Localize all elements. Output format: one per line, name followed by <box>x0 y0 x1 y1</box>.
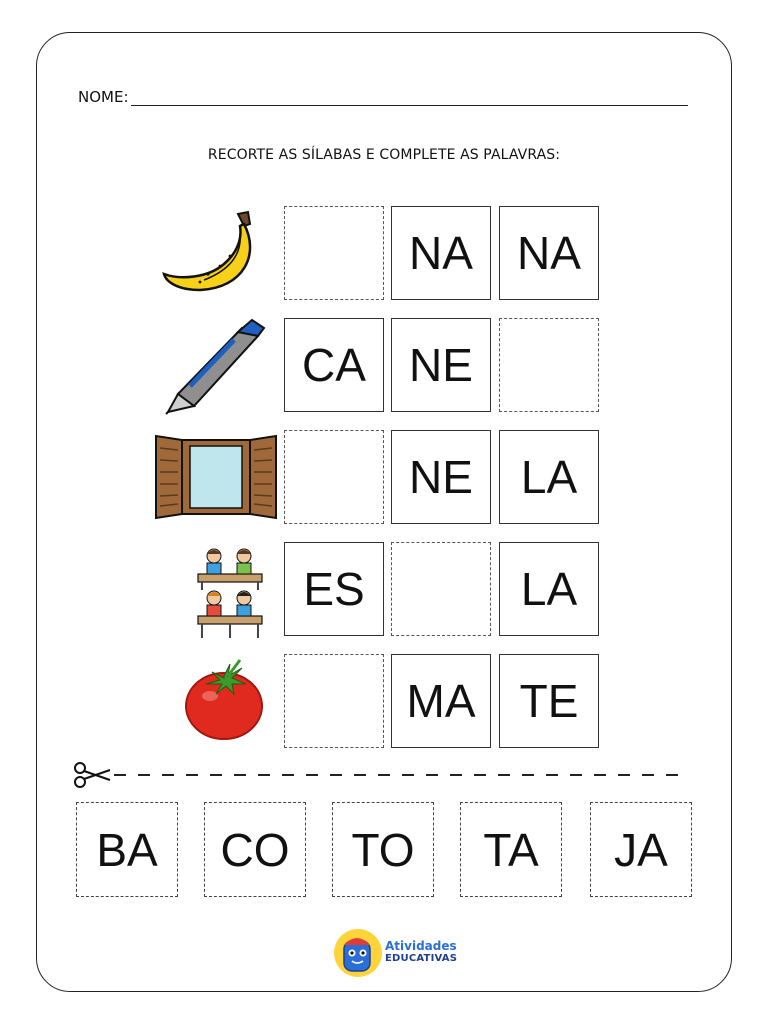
tomato-icon <box>184 656 268 742</box>
syllable-box: LA <box>499 542 599 636</box>
cutout-syllable[interactable]: TA <box>460 802 562 897</box>
instruction-text: RECORTE AS SÍLABAS E COMPLETE AS PALAVRAS: <box>207 147 561 163</box>
syllable-blank-slot[interactable] <box>284 430 384 524</box>
window-icon <box>154 434 278 520</box>
syllable-box: CA <box>284 318 384 412</box>
cutout-syllable[interactable]: JA <box>590 802 692 897</box>
syllable-box: MA <box>391 654 491 748</box>
name-field[interactable] <box>78 84 688 106</box>
syllable-box: NE <box>391 318 491 412</box>
syllable-blank-slot[interactable] <box>284 654 384 748</box>
syllable-blank-slot[interactable] <box>391 542 491 636</box>
syllable-box: TE <box>499 654 599 748</box>
syllable-box: NA <box>391 206 491 300</box>
scissors-icon <box>75 763 110 787</box>
brand-logo <box>330 925 470 981</box>
syllable-blank-slot[interactable] <box>499 318 599 412</box>
syllable-box: NA <box>499 206 599 300</box>
name-underline[interactable] <box>131 88 688 106</box>
pen-icon <box>160 316 270 416</box>
cut-line <box>74 760 694 788</box>
school-icon <box>194 544 266 640</box>
cutout-syllable[interactable]: CO <box>204 802 306 897</box>
syllable-box: NE <box>391 430 491 524</box>
syllable-box: ES <box>284 542 384 636</box>
logo-line1: Atividades <box>385 939 457 953</box>
banana-icon <box>160 204 264 296</box>
mascot-icon <box>330 925 386 981</box>
cutout-syllable[interactable]: BA <box>76 802 178 897</box>
name-label: NOME: <box>78 88 129 106</box>
syllable-box: LA <box>499 430 599 524</box>
cutout-syllable[interactable]: TO <box>332 802 434 897</box>
logo-line2: EDUCATIVAS <box>385 953 458 964</box>
syllable-blank-slot[interactable] <box>284 206 384 300</box>
